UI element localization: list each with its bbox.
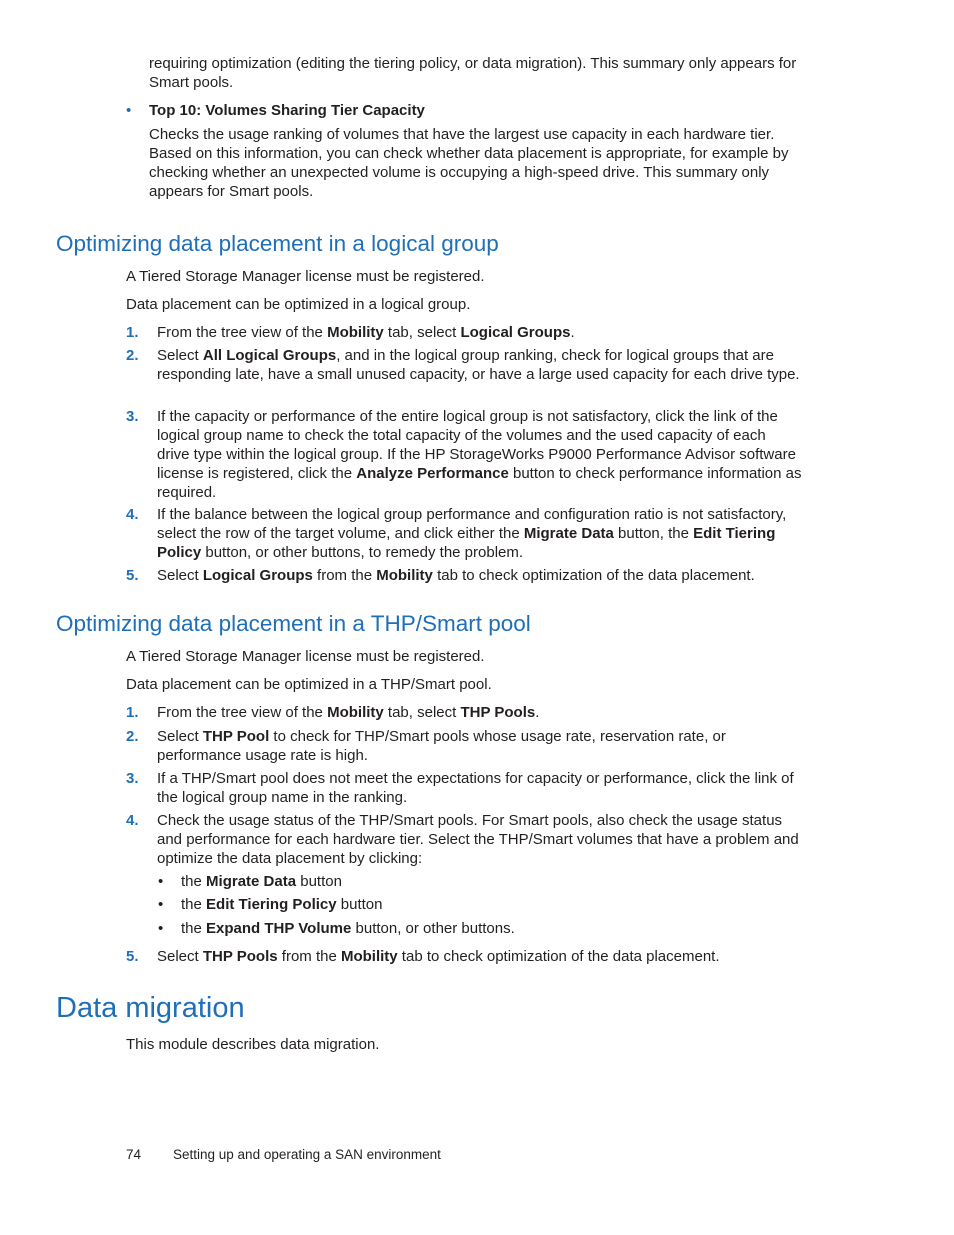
ui-term: Mobility: [340, 948, 398, 965]
step-item: [126, 407, 816, 502]
step-item: [126, 505, 816, 562]
ui-term: All Logical Groups: [202, 347, 337, 364]
step-number: 2.: [126, 728, 139, 745]
ui-term: Migrate Data: [206, 873, 297, 890]
text-run: the: [181, 873, 207, 890]
step-text: [157, 947, 802, 966]
step-text: [157, 566, 802, 585]
text-run: If a THP/Smart pool does not meet the expectations for capacity or performance, click the link of the logical group name in the ranking.: [157, 770, 794, 806]
text-run: tab, select: [383, 324, 461, 341]
running-title: Setting up and operating a SAN environment: [173, 1147, 441, 1162]
sub-bullet-text: [181, 895, 798, 914]
step-item: [126, 346, 816, 384]
bullet-body: Checks the usage ranking of volumes that have the largest use capacity in each hardware tier. Based on this information, you can check whether data placement is appropriate, for example by checking whether an unexpected volume is occupying a high-speed drive. This summary only appears for Smart pools.: [149, 126, 789, 200]
sub-bullet-item: [158, 895, 798, 914]
step-item: [126, 811, 816, 868]
step-text: [157, 346, 802, 384]
ui-term: Analyze Performance: [356, 465, 509, 482]
step-text: [157, 811, 802, 868]
step-text: [157, 323, 802, 342]
step-number: 4.: [126, 506, 139, 523]
ui-term: Mobility: [376, 567, 433, 584]
sub-bullet-text: [181, 919, 798, 938]
text-run: the: [181, 896, 207, 913]
text-run: Select: [157, 567, 203, 584]
step-number: 1.: [126, 704, 139, 721]
step-item: [126, 947, 816, 966]
text-run: from the: [277, 948, 341, 965]
ui-term: Logical Groups: [202, 567, 313, 584]
text-run: to check for THP/Smart pools whose usage rate, reservation rate, or performance usage rate is high.: [157, 728, 726, 764]
text-run: button, or other buttons, to remedy the problem.: [201, 544, 524, 561]
text-run: tab to check optimization of the data placement.: [397, 948, 720, 965]
ui-term: Expand THP Volume: [206, 920, 352, 937]
step-item: [126, 769, 816, 807]
ui-term: THP Pools: [202, 948, 278, 965]
step-number: 4.: [126, 812, 139, 829]
step-text: [157, 727, 802, 765]
text-run: , and in the logical group ranking, check for logical groups that are responding late, have a small unused capacity, or have a large used capacity for each drive type.: [157, 347, 800, 383]
text-run: button, the: [613, 525, 694, 542]
step-item: [126, 727, 816, 765]
bullet-glyph: •: [158, 896, 164, 913]
step-number: 3.: [126, 408, 139, 425]
ui-term: Edit Tiering Policy: [206, 896, 337, 913]
intro-continuation: requiring optimization (editing the tiering policy, or data migration). This summary only appears for Smart pools.: [149, 55, 797, 91]
text-run: Select: [157, 948, 203, 965]
page-number: 74: [126, 1147, 142, 1162]
step-number: 5.: [126, 567, 139, 584]
ui-term: Mobility: [327, 704, 384, 721]
text-run: button to check performance information as required.: [157, 465, 802, 501]
section1-para-license: A Tiered Storage Manager license must be registered.: [126, 268, 485, 285]
chapter-para: This module describes data migration.: [126, 1036, 380, 1053]
ui-term: Migrate Data: [523, 525, 614, 542]
section-heading-thp-pool: Optimizing data placement in a THP/Smart pool: [56, 611, 531, 636]
bullet-glyph: •: [158, 920, 164, 937]
text-run: Select: [157, 728, 203, 745]
bullet-glyph: •: [126, 102, 132, 119]
section2-para-intro: Data placement can be optimized in a THP/Smart pool.: [126, 676, 492, 693]
step-text: [157, 769, 802, 807]
step-number: 5.: [126, 948, 139, 965]
bullet-glyph: •: [158, 873, 164, 890]
text-run: Select: [157, 347, 203, 364]
sub-bullet-text: [181, 872, 798, 891]
step-text: [157, 505, 802, 562]
section-heading-logical-group: Optimizing data placement in a logical group: [56, 231, 499, 256]
step-item: [126, 323, 816, 342]
text-run: .: [535, 704, 540, 721]
text-run: from the: [312, 567, 377, 584]
step-number: 3.: [126, 770, 139, 787]
step-number: 1.: [126, 324, 139, 341]
ui-term: THP Pools: [460, 704, 536, 721]
bullet-title: Top 10: Volumes Sharing Tier Capacity: [149, 102, 425, 119]
section1-para-intro: Data placement can be optimized in a logical group.: [126, 296, 471, 313]
text-run: .: [570, 324, 575, 341]
text-run: Check the usage status of the THP/Smart pools. For Smart pools, also check the usage status and performance for each hardware tier. Select the THP/Smart volumes that have a problem and optimize the data placement by clicking:: [157, 812, 799, 867]
step-number: 2.: [126, 347, 139, 364]
text-run: button, or other buttons.: [351, 920, 515, 937]
text-run: button: [336, 896, 383, 913]
text-run: From the tree view of the: [157, 324, 328, 341]
text-run: tab to check optimization of the data placement.: [432, 567, 755, 584]
ui-term: Mobility: [327, 324, 384, 341]
text-run: button: [296, 873, 342, 890]
sub-bullet-item: [158, 872, 798, 891]
ui-term: THP Pool: [202, 728, 270, 745]
step-text: [157, 407, 802, 502]
text-run: tab, select: [383, 704, 461, 721]
ui-term: Logical Groups: [460, 324, 571, 341]
section2-para-license: A Tiered Storage Manager license must be registered.: [126, 648, 485, 665]
step-item: [126, 566, 816, 585]
text-run: If the balance between the logical group performance and configuration ratio is not satisfactory, select the row of the target volume, and click either the: [157, 506, 787, 542]
sub-bullet-item: [158, 919, 798, 938]
ui-term: Edit Tiering Policy: [157, 525, 776, 561]
text-run: the: [181, 920, 207, 937]
text-run: If the capacity or performance of the entire logical group is not satisfactory, click the link of the logical group name to check the total capacity of the volumes and the used capacity of each drive type within the logical group. If the HP StorageWorks P9000 Performance Advisor software license is registered, click the: [157, 408, 796, 482]
intro-bullet: [126, 101, 816, 120]
step-item: [126, 703, 816, 722]
text-run: From the tree view of the: [157, 704, 328, 721]
step-text: [157, 703, 802, 722]
chapter-heading: Data migration: [56, 992, 245, 1024]
